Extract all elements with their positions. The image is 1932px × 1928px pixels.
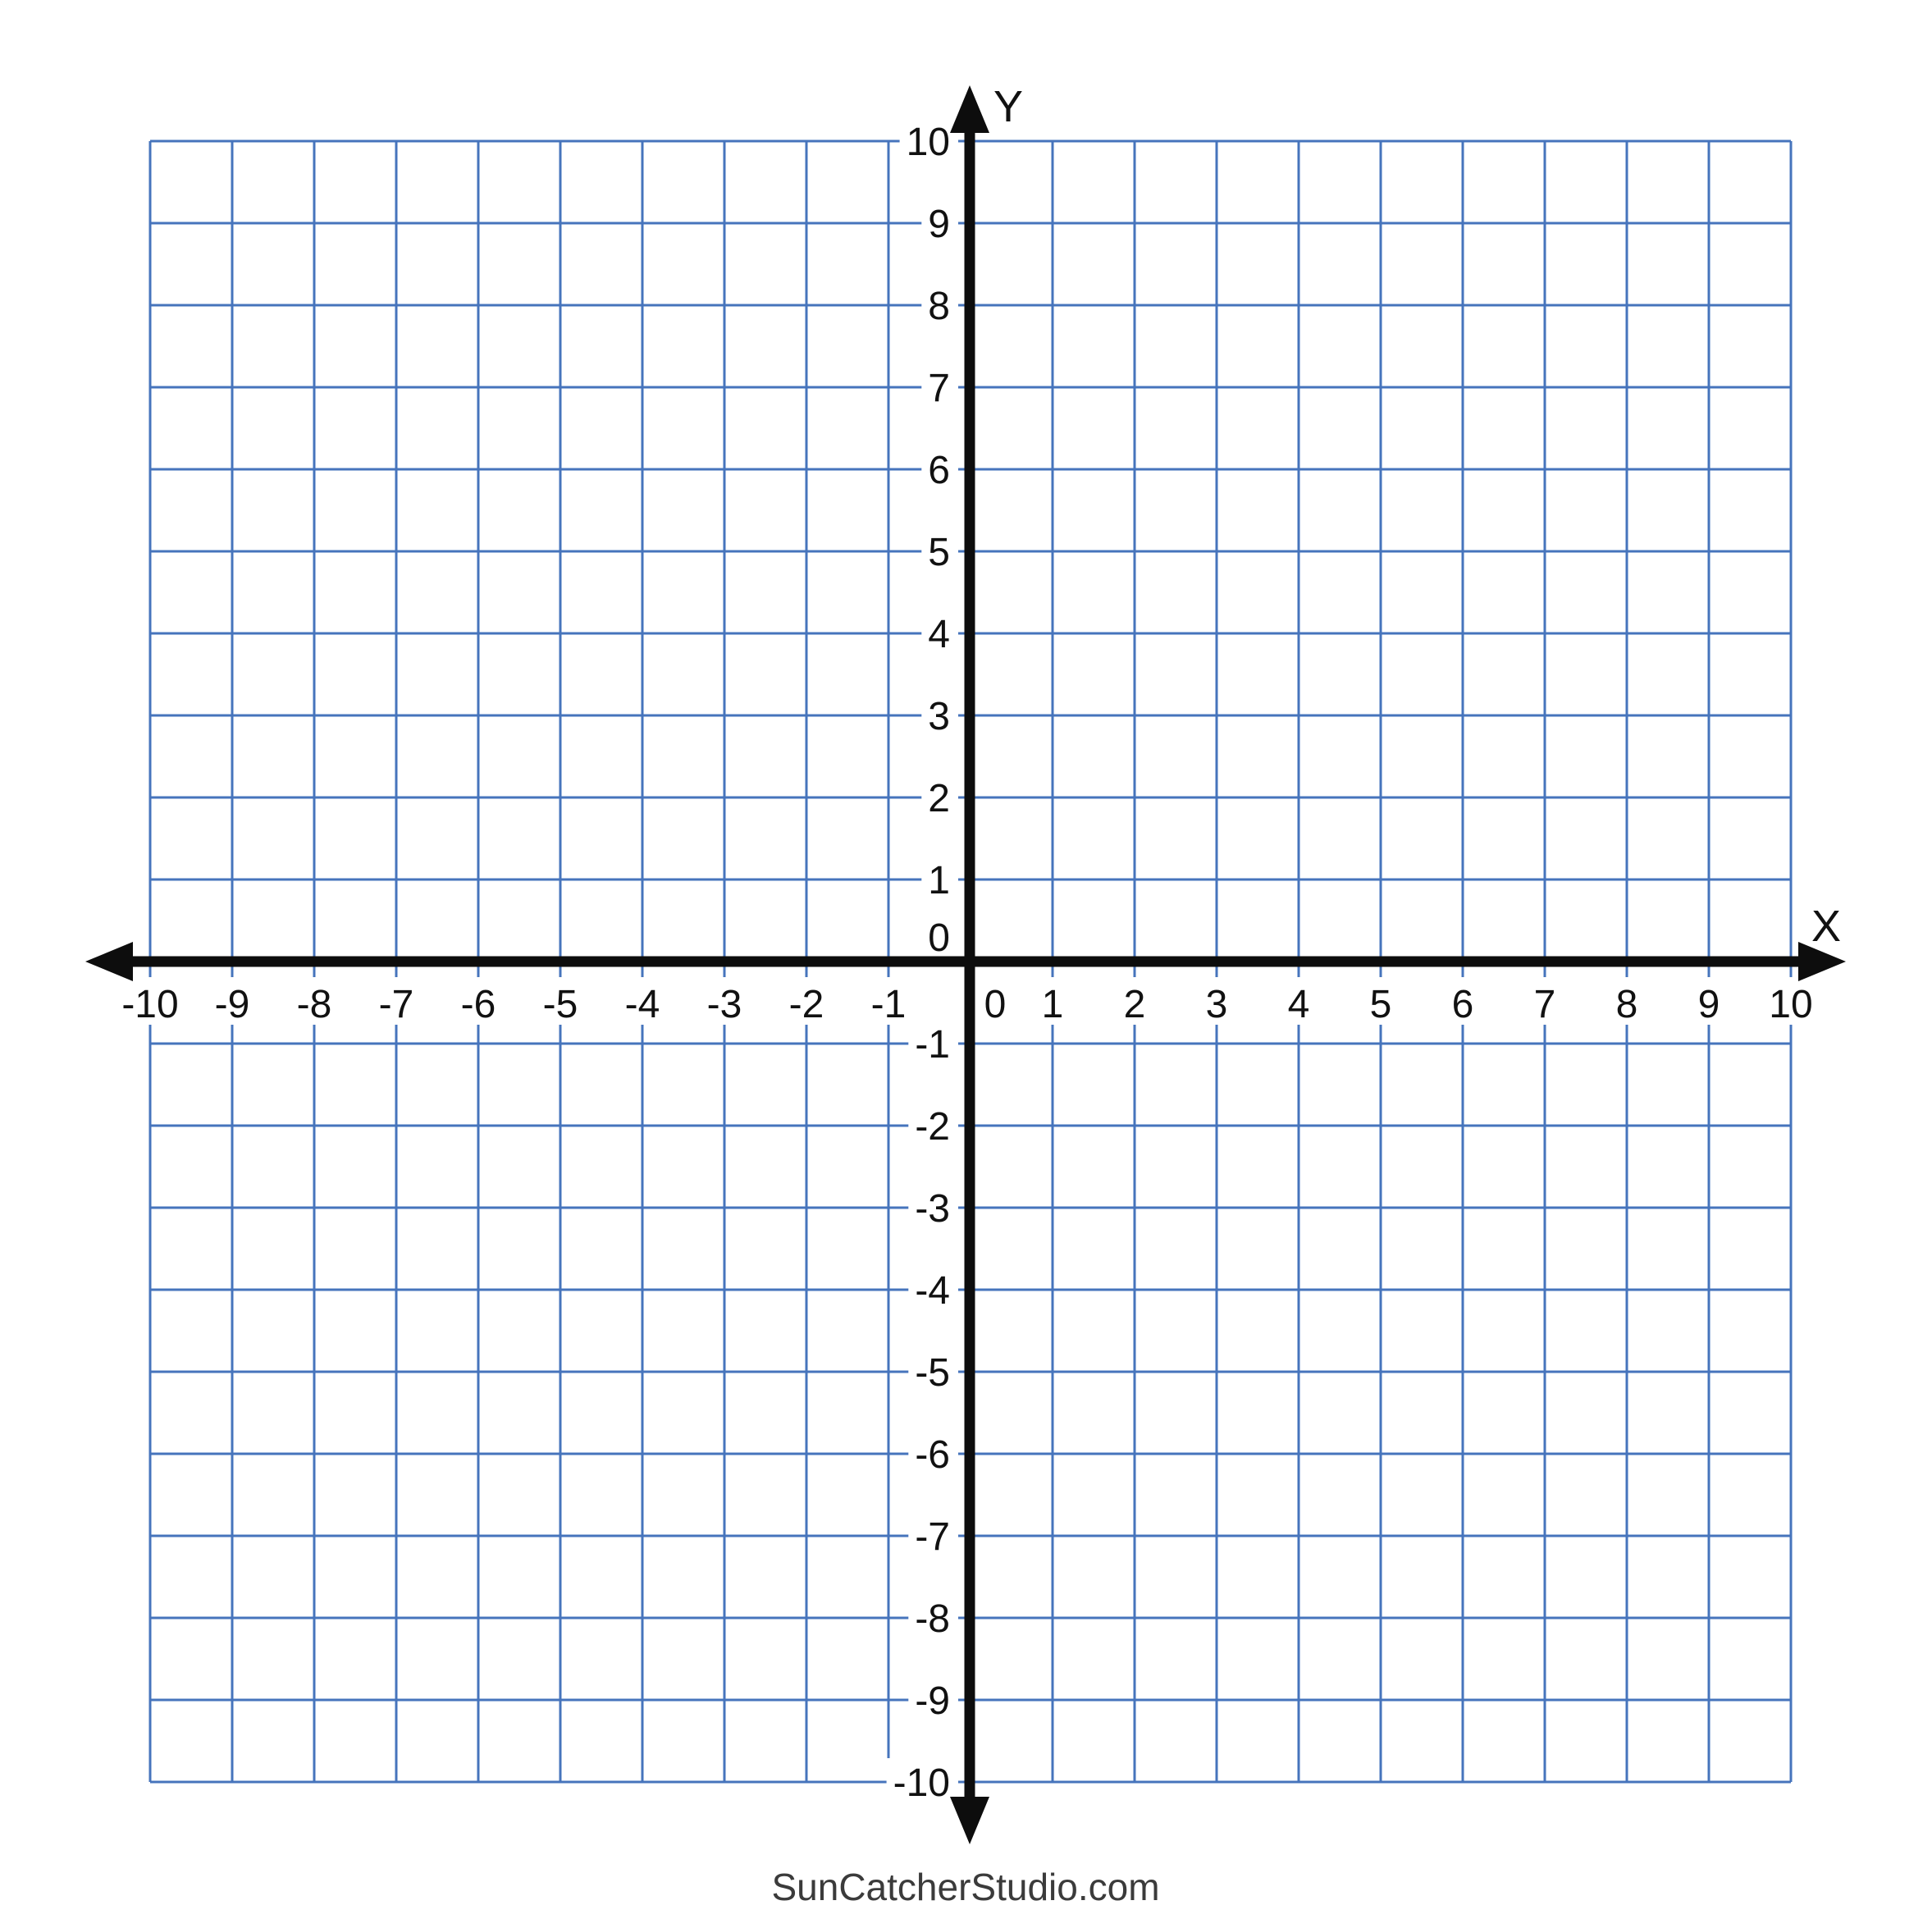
x-tick-label: 0 — [984, 983, 1007, 1026]
x-tick-label: 2 — [1123, 983, 1146, 1026]
x-tick-label: -9 — [214, 983, 250, 1026]
x-tick-label: 10 — [1769, 983, 1813, 1026]
x-tick-label: -2 — [788, 983, 824, 1026]
y-tick-label: -6 — [915, 1433, 950, 1477]
x-tick-label: 3 — [1205, 983, 1228, 1026]
y-tick-label: -1 — [915, 1023, 950, 1067]
x-tick-label: -8 — [296, 983, 332, 1026]
x-tick-label: -7 — [378, 983, 414, 1026]
y-tick-label: -4 — [915, 1269, 950, 1313]
y-tick-label: 9 — [928, 203, 950, 246]
y-tick-label: 2 — [928, 777, 950, 820]
x-tick-label: 6 — [1451, 983, 1474, 1026]
y-tick-label: -10 — [893, 1761, 950, 1805]
x-tick-label: -5 — [542, 983, 578, 1026]
y-tick-label: -3 — [915, 1187, 950, 1231]
x-tick-label: 9 — [1697, 983, 1720, 1026]
y-tick-label: -5 — [915, 1351, 950, 1395]
y-tick-label: 1 — [928, 859, 950, 902]
y-tick-label: 10 — [906, 121, 950, 164]
y-tick-label: -2 — [915, 1105, 950, 1149]
y-tick-label: 0 — [928, 916, 950, 960]
x-tick-label: 1 — [1041, 983, 1064, 1026]
x-axis-title: X — [1811, 902, 1842, 951]
x-tick-label: -10 — [121, 983, 179, 1026]
y-tick-label: 7 — [928, 367, 950, 410]
y-tick-label: -8 — [915, 1597, 950, 1641]
x-tick-label: -4 — [624, 983, 660, 1026]
y-tick-label: 8 — [928, 285, 950, 328]
y-tick-label: 5 — [928, 531, 950, 574]
y-axis-title: Y — [993, 82, 1024, 131]
x-tick-label: 7 — [1533, 983, 1556, 1026]
y-tick-label: 6 — [928, 449, 950, 492]
x-tick-label: 5 — [1369, 983, 1392, 1026]
x-tick-label: 4 — [1287, 983, 1310, 1026]
y-tick-label: 3 — [928, 695, 950, 738]
x-tick-label: -6 — [460, 983, 496, 1026]
x-tick-label: 8 — [1615, 983, 1638, 1026]
y-tick-label: -9 — [915, 1679, 950, 1723]
x-tick-label: -1 — [870, 983, 907, 1026]
watermark-text: SunCatcherStudio.com — [771, 1866, 1160, 1908]
y-tick-label: 4 — [928, 613, 950, 656]
x-tick-label: -3 — [706, 983, 742, 1026]
y-tick-label: -7 — [915, 1515, 950, 1559]
